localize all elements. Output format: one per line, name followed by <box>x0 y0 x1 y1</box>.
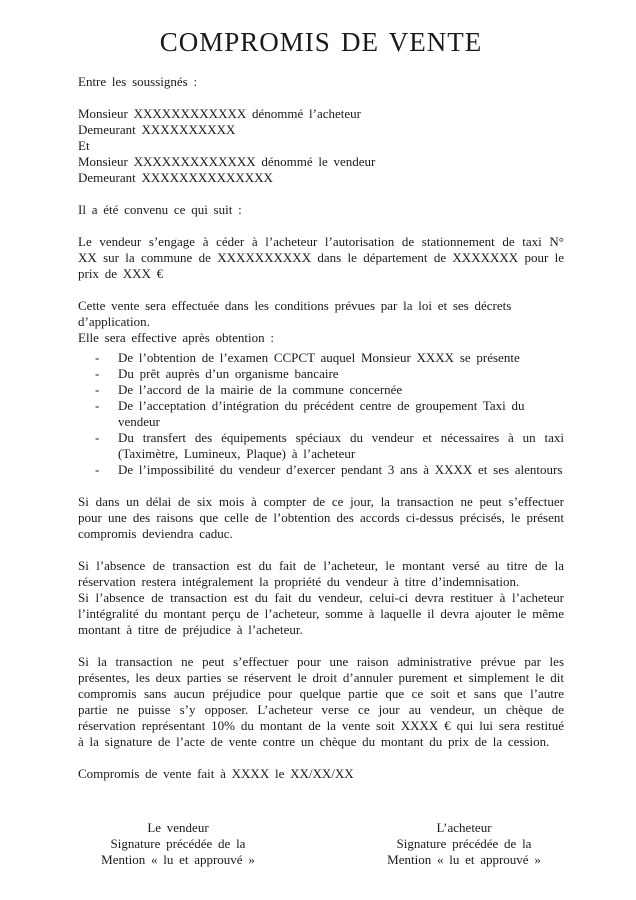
condition-text: De l’impossibilité du vendeur d’exercer pendant 3 ans à XXXX et ses alentours <box>118 462 563 477</box>
signature-vendor-role: Le vendeur <box>147 820 209 835</box>
party-separator: Et <box>78 138 90 153</box>
condition-item <box>95 430 564 462</box>
conditions-intro-block <box>78 298 564 346</box>
party-vendor-line: Monsieur XXXXXXXXXXXXX dénommé le vendeur <box>78 154 376 169</box>
signature-vendor-line2: Mention « lu et approuvé » <box>101 852 255 867</box>
signature-vendor <box>78 820 278 868</box>
buyer-default-sentence: Si l’absence de transaction est du fait de l’acheteur, le montant versé au titre de la réservation restera intégralement la propriété du vendeur à titre d’indemnisation. <box>78 558 564 589</box>
conditions-line1: Cette vente sera effectuée dans les conditions prévues par la loi et ses décrets d’application. <box>78 298 512 329</box>
bullet-dash: - <box>95 350 100 365</box>
sale-paragraph: Le vendeur s’engage à céder à l’acheteur l’autorisation de stationnement de taxi N° XX sur la commune de XXXXXXXXXX dans le département de XXXXXXX pour le prix de XXX € <box>78 234 564 281</box>
sale-paragraph-block <box>78 234 564 282</box>
condition-text: Du transfert des équipements spéciaux du vendeur et nécessaires à un taxi (Taximètre, Lumineux, Plaque) à l’acheteur <box>118 430 564 461</box>
conditions-list <box>78 350 564 478</box>
caduc-paragraph-block <box>78 494 564 542</box>
condition-text: De l’accord de la mairie de la commune concernée <box>118 382 403 397</box>
admin-paragraph: Si la transaction ne peut s’effectuer pour une raison administrative prévue par les présentes, les deux parties se réservent le droit d’annuler purement et simplement le dit compromis sans aucun préjudice pour quelque partie que ce soit et sans que l’autre partie ne puisse s’y opposer. L’acheteur verse ce jour au vendeur, un chèque de réservation représentant 10% du montant de la vente soit XXXX € qui lui sera restitué à la signature de l’acte de vente contre un chèque du montant du prix de la cession. <box>78 654 564 749</box>
condition-text: De l’obtention de l’examen CCPCT auquel Monsieur XXXX se présente <box>118 350 520 365</box>
condition-text: Du prêt auprès d’un organisme bancaire <box>118 366 339 381</box>
intro-line: Entre les soussignés : <box>78 74 198 89</box>
signatures-section <box>78 820 564 868</box>
condition-item <box>95 366 564 382</box>
closing-block <box>78 766 564 782</box>
bullet-dash: - <box>95 462 100 477</box>
party-vendor-address: Demeurant XXXXXXXXXXXXXX <box>78 170 273 185</box>
caduc-paragraph: Si dans un délai de six mois à compter de ce jour, la transaction ne peut s’effectuer pour une des raisons que celle de l’obtention des accords ci-dessus précisés, le présent compromis deviendra caduc. <box>78 494 564 541</box>
bullet-dash: - <box>95 382 100 397</box>
agreement-line: Il a été convenu ce qui suit : <box>78 202 242 217</box>
bullet-dash: - <box>95 398 100 413</box>
bullet-dash: - <box>95 430 100 445</box>
parties-block <box>78 106 564 186</box>
condition-item <box>95 350 564 366</box>
signature-buyer <box>364 820 564 868</box>
signature-buyer-line1: Signature précédée de la <box>396 836 532 851</box>
document-title: COMPROMIS DE VENTE <box>159 27 483 57</box>
party-buyer-address: Demeurant XXXXXXXXXX <box>78 122 236 137</box>
condition-text: De l’acceptation d’intégration du précédent centre de groupement Taxi du vendeur <box>118 398 525 429</box>
agreement-intro-block <box>78 202 564 218</box>
condition-item <box>95 462 564 478</box>
default-paragraph-block <box>78 558 564 638</box>
bullet-dash: - <box>95 366 100 381</box>
party-buyer-line: Monsieur XXXXXXXXXXXX dénommé l’acheteur <box>78 106 361 121</box>
conditions-line2: Elle sera effective après obtention : <box>78 330 274 345</box>
admin-paragraph-block <box>78 654 564 750</box>
intro-block <box>78 74 564 90</box>
vendor-default-sentence: Si l’absence de transaction est du fait du vendeur, celui-ci devra restituer à l’acheteur l’intégralité du montant perçu de l’acheteur, somme à laquelle il devra ajouter le même montant à titre de préjudice à l’acheteur. <box>78 590 564 637</box>
signature-buyer-role: L’acheteur <box>436 820 492 835</box>
condition-item <box>95 398 564 430</box>
closing-line: Compromis de vente fait à XXXX le XX/XX/XX <box>78 766 354 781</box>
signature-vendor-line1: Signature précédée de la <box>110 836 246 851</box>
condition-item <box>95 382 564 398</box>
signature-buyer-line2: Mention « lu et approuvé » <box>387 852 541 867</box>
